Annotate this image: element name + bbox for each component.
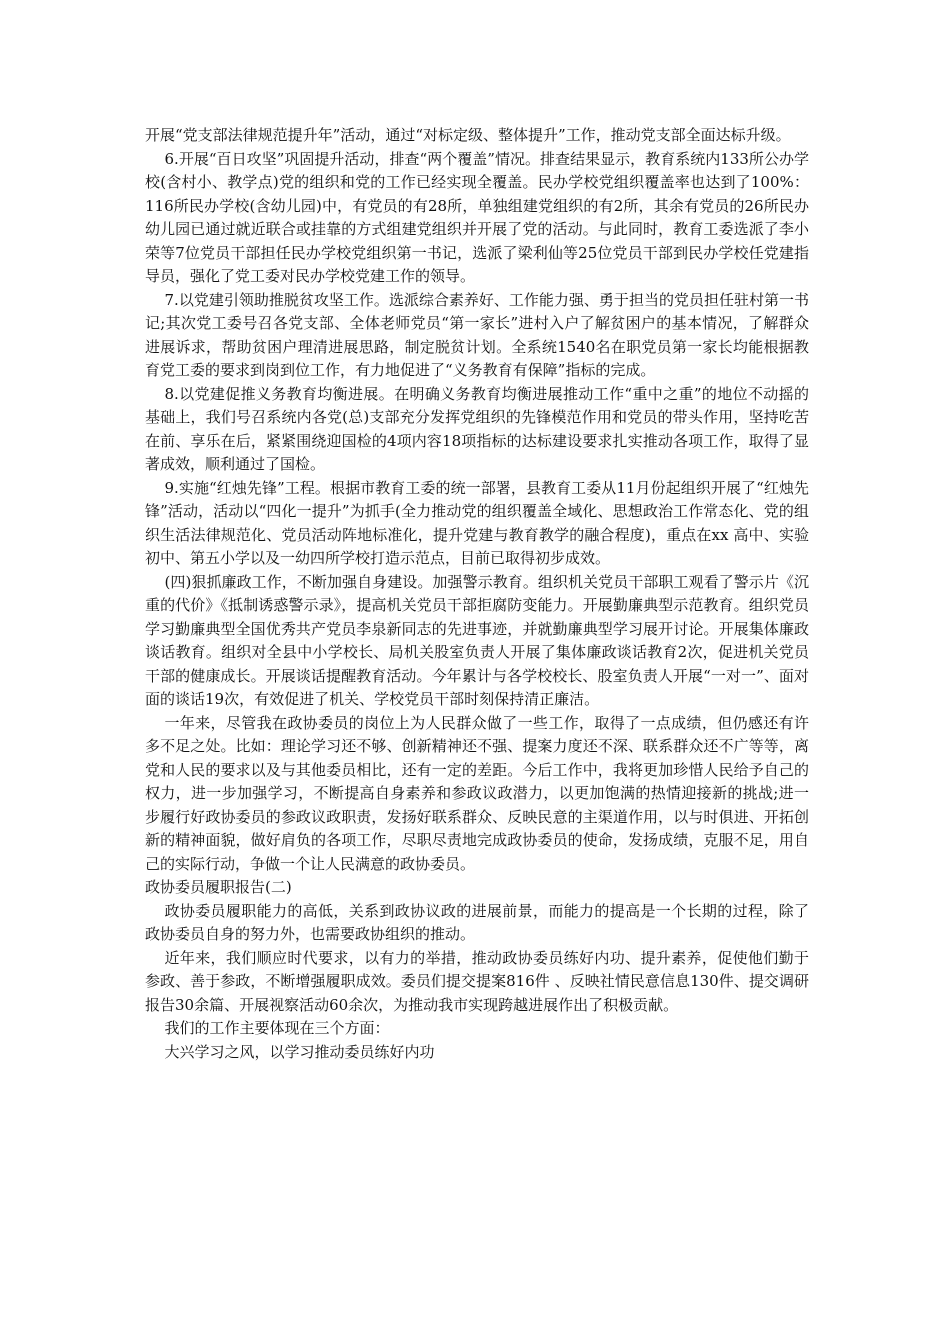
paragraph-1: 开展“党支部法律规范提升年”活动，通过“对标定级、整体提升”工作，推动党支部全面达标升级。	[145, 126, 791, 144]
paragraph-3: 7.以党建引领助推脱贫攻坚工作。选派综合素养好、工作能力强、勇于担当的党员担任驻村第一书记;其次党工委号召各党支部、全体老师党员“第一家长”进村入户了解贫困户的基本情况，了解群众进展诉求，帮助贫困户理清进展思路，制定脱贫计划。全系统1540名在职党员第一家长均能根据教育党工委的要求到岗到位工作，有力地促进了“义务教育有保障”指标的完成。	[145, 290, 809, 379]
paragraph-4: 8.以党建促推义务教育均衡进展。在明确义务教育均衡进展推动工作“重中之重”的地位不动摇的基础上，我们号召系统内各党(总)支部充分发挥党组织的先锋模范作用和党员的带头作用，坚持吃苦在前、享乐在后，紧紧围绕迎国检的4项内容18项指标的达标建设要求扎实推动各项工作，取得了显著成效，顺利通过了国检。	[145, 384, 809, 473]
paragraph-11: 大兴学习之风，以学习推动委员练好内功	[164, 1042, 435, 1061]
document-page	[145, 124, 809, 1064]
paragraph-10: 我们的工作主要体现在三个方面：	[164, 1019, 390, 1037]
paragraph-5: 9.实施“红烛先锋”工程。根据市教育工委的统一部署，县教育工委从11月份起组织开展了“红烛先锋”活动，活动以“四化一提升”为抓手(全力推动党的组织覆盖全域化、思想政治工作常态化、党的组织生活法律规范化、党员活动阵地标准化，提升党建与教育教学的融合程度)，重点在xx 高中、实验初中、第五小学以及一幼四所学校打造示范点，目前已取得初步成效。	[145, 478, 809, 567]
paragraph-7: 一年来，尽管我在政协委员的岗位上为人民群众做了一些工作，取得了一点成绩，但仍感还有许多不足之处。比如：理论学习还不够、创新精神还不强、提案力度还不深、联系群众还不广等等，离党和人民的要求以及与其他委员相比，还有一定的差距。今后工作中，我将更加珍惜人民给予自己的权力，进一步加强学习，不断提高自身素养和参政议政潜力，以更加饱满的热情迎接新的挑战;进一步履行好政协委员的参政议政职责，发扬好联系群众、反映民意的主渠道作用，以与时俱进、开拓创新的精神面貌，做好肩负的各项工作，尽职尽责地完成政协委员的使命，发扬成绩，克服不足，用自己的实际行动，争做一个让人民满意的政协委员。	[145, 713, 809, 873]
paragraph-8: 政协委员履职能力的高低，关系到政协议政的进展前景，而能力的提高是一个长期的过程，除了政协委员自身的努力外，也需要政协组织的推动。	[145, 901, 809, 943]
paragraph-9: 近年来，我们顺应时代要求，以有力的举措，推动政协委员练好内功、提升素养，促使他们勤于参政、善于参政，不断增强履职成效。委员们提交提案816件 、反映社情民意信息130件、提交调研报告30余篇、开展视察活动60余次，为推动我市实现跨越进展作出了积极贡献。	[145, 948, 809, 1014]
section-heading: 政协委员履职报告(二)	[145, 878, 292, 896]
paragraph-6: (四)狠抓廉政工作，不断加强自身建设。加强警示教育。组织机关党员干部职工观看了警示片《沉重的代价》《抵制诱惑警示录》，提高机关党员干部拒腐防变能力。开展勤廉典型示范教育。组织党员学习勤廉典型全国优秀共产党员李泉新同志的先进事迹，并就勤廉典型学习展开讨论。开展集体廉政谈话教育。组织对全县中小学校长、局机关股室负责人开展了集体廉政谈话教育2次，促进机关党员干部的健康成长。开展谈话提醒教育活动。今年累计与各学校校长、股室负责人开展“一对一”、面对面的谈话19次，有效促进了机关、学校党员干部时刻保持清正廉洁。	[145, 572, 809, 708]
paragraph-2: 6.开展“百日攻坚”巩固提升活动，排查“两个覆盖”情况。排查结果显示，教育系统内133所公办学校(含村小、教学点)党的组织和党的工作已经实现全覆盖。民办学校党组织覆盖率也达到了100%：116所民办学校(含幼儿园)中，有党员的有28所，单独组建党组织的有2所，其余有党员的26所民办幼儿园已通过就近联合或挂靠的方式组建党组织并开展了党的活动。与此同时，教育工委选派了李小荣等7位党员干部担任民办学校党组织第一书记，选派了梁利仙等25位党员干部到民办学校任党建指导员，强化了党工委对民办学校党建工作的领导。	[145, 149, 809, 285]
